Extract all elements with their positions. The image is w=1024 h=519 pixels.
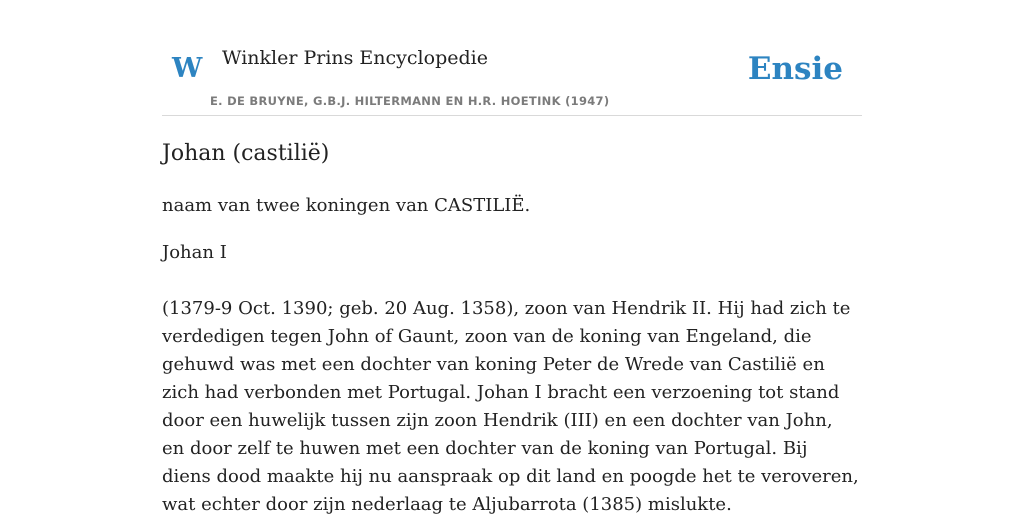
ensie-logo-link[interactable]: Ensie [747,51,843,87]
site-header [162,0,862,116]
article-intro: naam van twee koningen van CASTILIË. [162,195,531,216]
book-authors: E. DE BRUYNE, G.B.J. HILTERMANN EN H.R. HOETINK (1947) [210,94,610,108]
page-container [162,0,862,515]
encyclopedia-logo[interactable]: W [172,53,203,84]
article-body: (1379-9 Oct. 1390; geb. 20 Aug. 1358), zoon van Hendrik II. Hij had zich te verdedigen tegen John of Gaunt, zoon van de koning van Engeland, die gehuwd was met een dochter van koning Peter de Wrede van Castilië en zich had verbonden met Portugal. Johan I bracht een verzoening tot stand door een huwelijk tussen zijn zoon Hendrik (III) en een dochter van John, en door zelf te huwen met een dochter van de koning van Portugal. Bij diens dood maakte hij nu aanspraak op dit land en poogde het te veroveren, wat echter door zijn nederlaag te Aljubarrota (1385) mislukte. [162,298,859,515]
article-subheading: Johan I [162,242,227,263]
article-title: Johan (castilië) [162,141,330,166]
book-title[interactable]: Winkler Prins Encyclopedie [222,47,488,69]
